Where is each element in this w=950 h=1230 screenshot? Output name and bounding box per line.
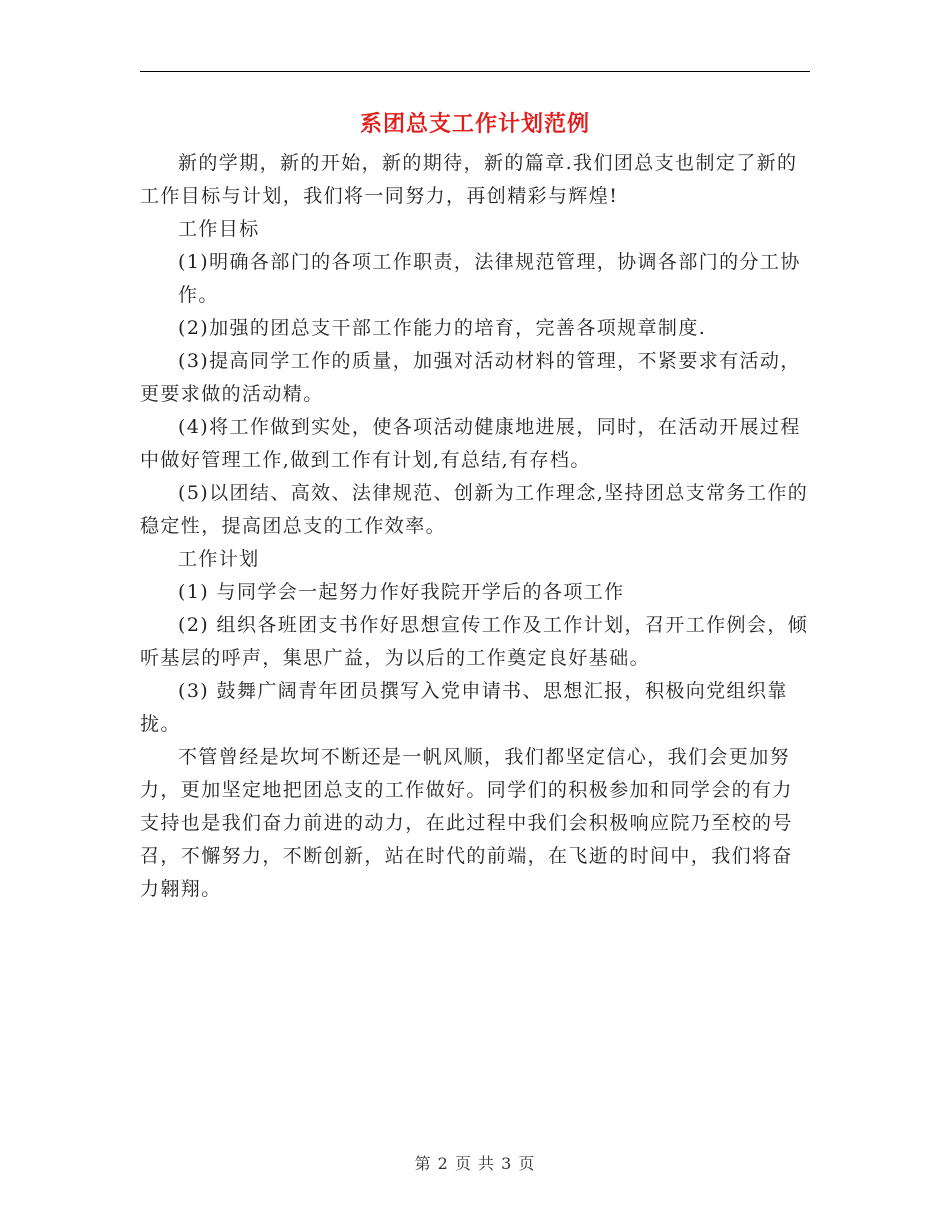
goal-item-4: (4)将工作做到实处，使各项活动健康地进展，同时，在活动开展过程中做好管理工作,做到工作有计划,有总结,有存档。 [140, 416, 801, 471]
plan-item-2: (2) 组织各班团支书作好思想宣传工作及工作计划，召开工作例会，倾听基层的呼声，集思广益，为以后的工作奠定良好基础。 [140, 614, 809, 669]
section-heading-plan: 工作计划 [178, 548, 260, 570]
goal-item-5: (5)以团结、高效、法律规范、创新为工作理念,坚持团总支常务工作的稳定性，提高团总支的工作效率。 [140, 482, 809, 537]
document-title: 系团总支工作计划范例 [359, 111, 590, 137]
closing-paragraph: 不管曾经是坎坷不断还是一帆风顺，我们都坚定信心，我们会更加努力，更加坚定地把团总支的工作做好。同学们的积极参加和同学会的有力支持也是我们奋力前进的动力，在此过程中我们会积极响应院乃至校的号召，不懈努力，不断创新，站在时代的前端，在飞逝的时间中，我们将奋力翱翔。 [140, 746, 793, 900]
goal-item-1: (1)明确各部门的各项工作职责，法律规范管理，协调各部门的分工协 [178, 251, 801, 273]
section-heading-goals: 工作目标 [178, 218, 260, 240]
goal-item-1-continuation: 作。 [178, 284, 219, 306]
intro-paragraph: 新的学期，新的开始，新的期待，新的篇章.我们团总支也制定了新的工作目标与计划，我们将一同努力，再创精彩与辉煌! [140, 152, 798, 207]
plan-item-1: (1) 与同学会一起努力作好我院开学后的各项工作 [178, 581, 625, 603]
page-number: 第 2 页 共 3 页 [414, 1154, 536, 1173]
document-body [140, 147, 810, 906]
goal-item-3: (3)提高同学工作的质量，加强对活动材料的管理，不紧要求有活动，更要求做的活动精。 [140, 350, 801, 405]
header-rule [140, 71, 810, 72]
goal-item-2: (2)加强的团总支干部工作能力的培育，完善各项规章制度. [178, 317, 707, 339]
plan-item-3: (3) 鼓舞广阔青年团员撰写入党申请书、思想汇报，积极向党组织靠拢。 [140, 680, 788, 735]
